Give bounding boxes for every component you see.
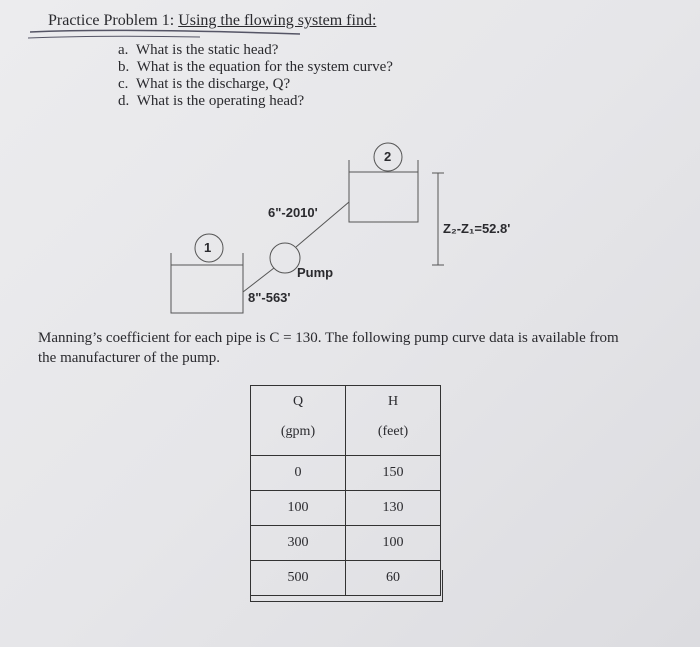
tank-2	[349, 160, 418, 222]
paragraph-line-2: the manufacturer of the pump.	[38, 350, 221, 366]
suction-pipe-label: 8"-563'	[248, 290, 291, 305]
header-q	[251, 386, 346, 456]
tank-2-label: 2	[384, 149, 392, 164]
table-bottom-spacer	[250, 570, 443, 602]
header-q-label: Q	[292, 394, 304, 409]
title-prefix: Practice Problem 1:	[48, 12, 175, 29]
pump-icon	[270, 243, 300, 273]
tank-1-label: 1	[204, 240, 212, 255]
table-row	[251, 526, 441, 561]
question-a	[118, 42, 278, 59]
q-letter: d.	[118, 93, 130, 109]
header-h-label: H	[387, 394, 399, 409]
q-text: What is the equation for the system curve?	[136, 59, 393, 75]
cell-h: 60	[346, 561, 441, 596]
question-b	[118, 59, 393, 76]
q-text: What is the discharge, Q?	[135, 76, 291, 92]
q-letter: a.	[118, 42, 129, 58]
q-text: What is the static head?	[135, 42, 279, 58]
header-h-unit: (feet)	[377, 424, 409, 439]
elevation-label: Z₂-Z₁=52.8'	[443, 221, 511, 236]
q-text: What is the operating head?	[136, 93, 305, 109]
q-letter: c.	[118, 76, 129, 92]
cell-q: 300	[251, 526, 346, 561]
table-row	[251, 491, 441, 526]
pen-mark	[28, 36, 200, 38]
question-c	[118, 76, 290, 93]
table-row	[251, 456, 441, 491]
pump-label: Pump	[297, 265, 334, 280]
cell-q: 0	[251, 456, 346, 491]
header-h	[346, 386, 441, 456]
pen-mark	[30, 30, 300, 34]
cell-q: 100	[251, 491, 346, 526]
cell-h: 100	[346, 526, 441, 561]
q-letter: b.	[118, 59, 130, 75]
cell-q: 500	[251, 561, 346, 596]
cell-h: 130	[346, 491, 441, 526]
header-q-unit: (gpm)	[280, 424, 316, 439]
discharge-pipe-label: 6"-2010'	[268, 205, 318, 220]
suction-pipe	[243, 268, 274, 292]
question-d	[118, 93, 304, 110]
pump-curve-table	[250, 385, 441, 596]
table-header-row	[251, 386, 441, 456]
title-underlined: Using the flowing system find:	[178, 12, 377, 29]
paragraph-line-1: Manning’s coefficient for each pipe is C = 130. The following pump curve data is available from	[38, 330, 619, 346]
cell-h: 150	[346, 456, 441, 491]
